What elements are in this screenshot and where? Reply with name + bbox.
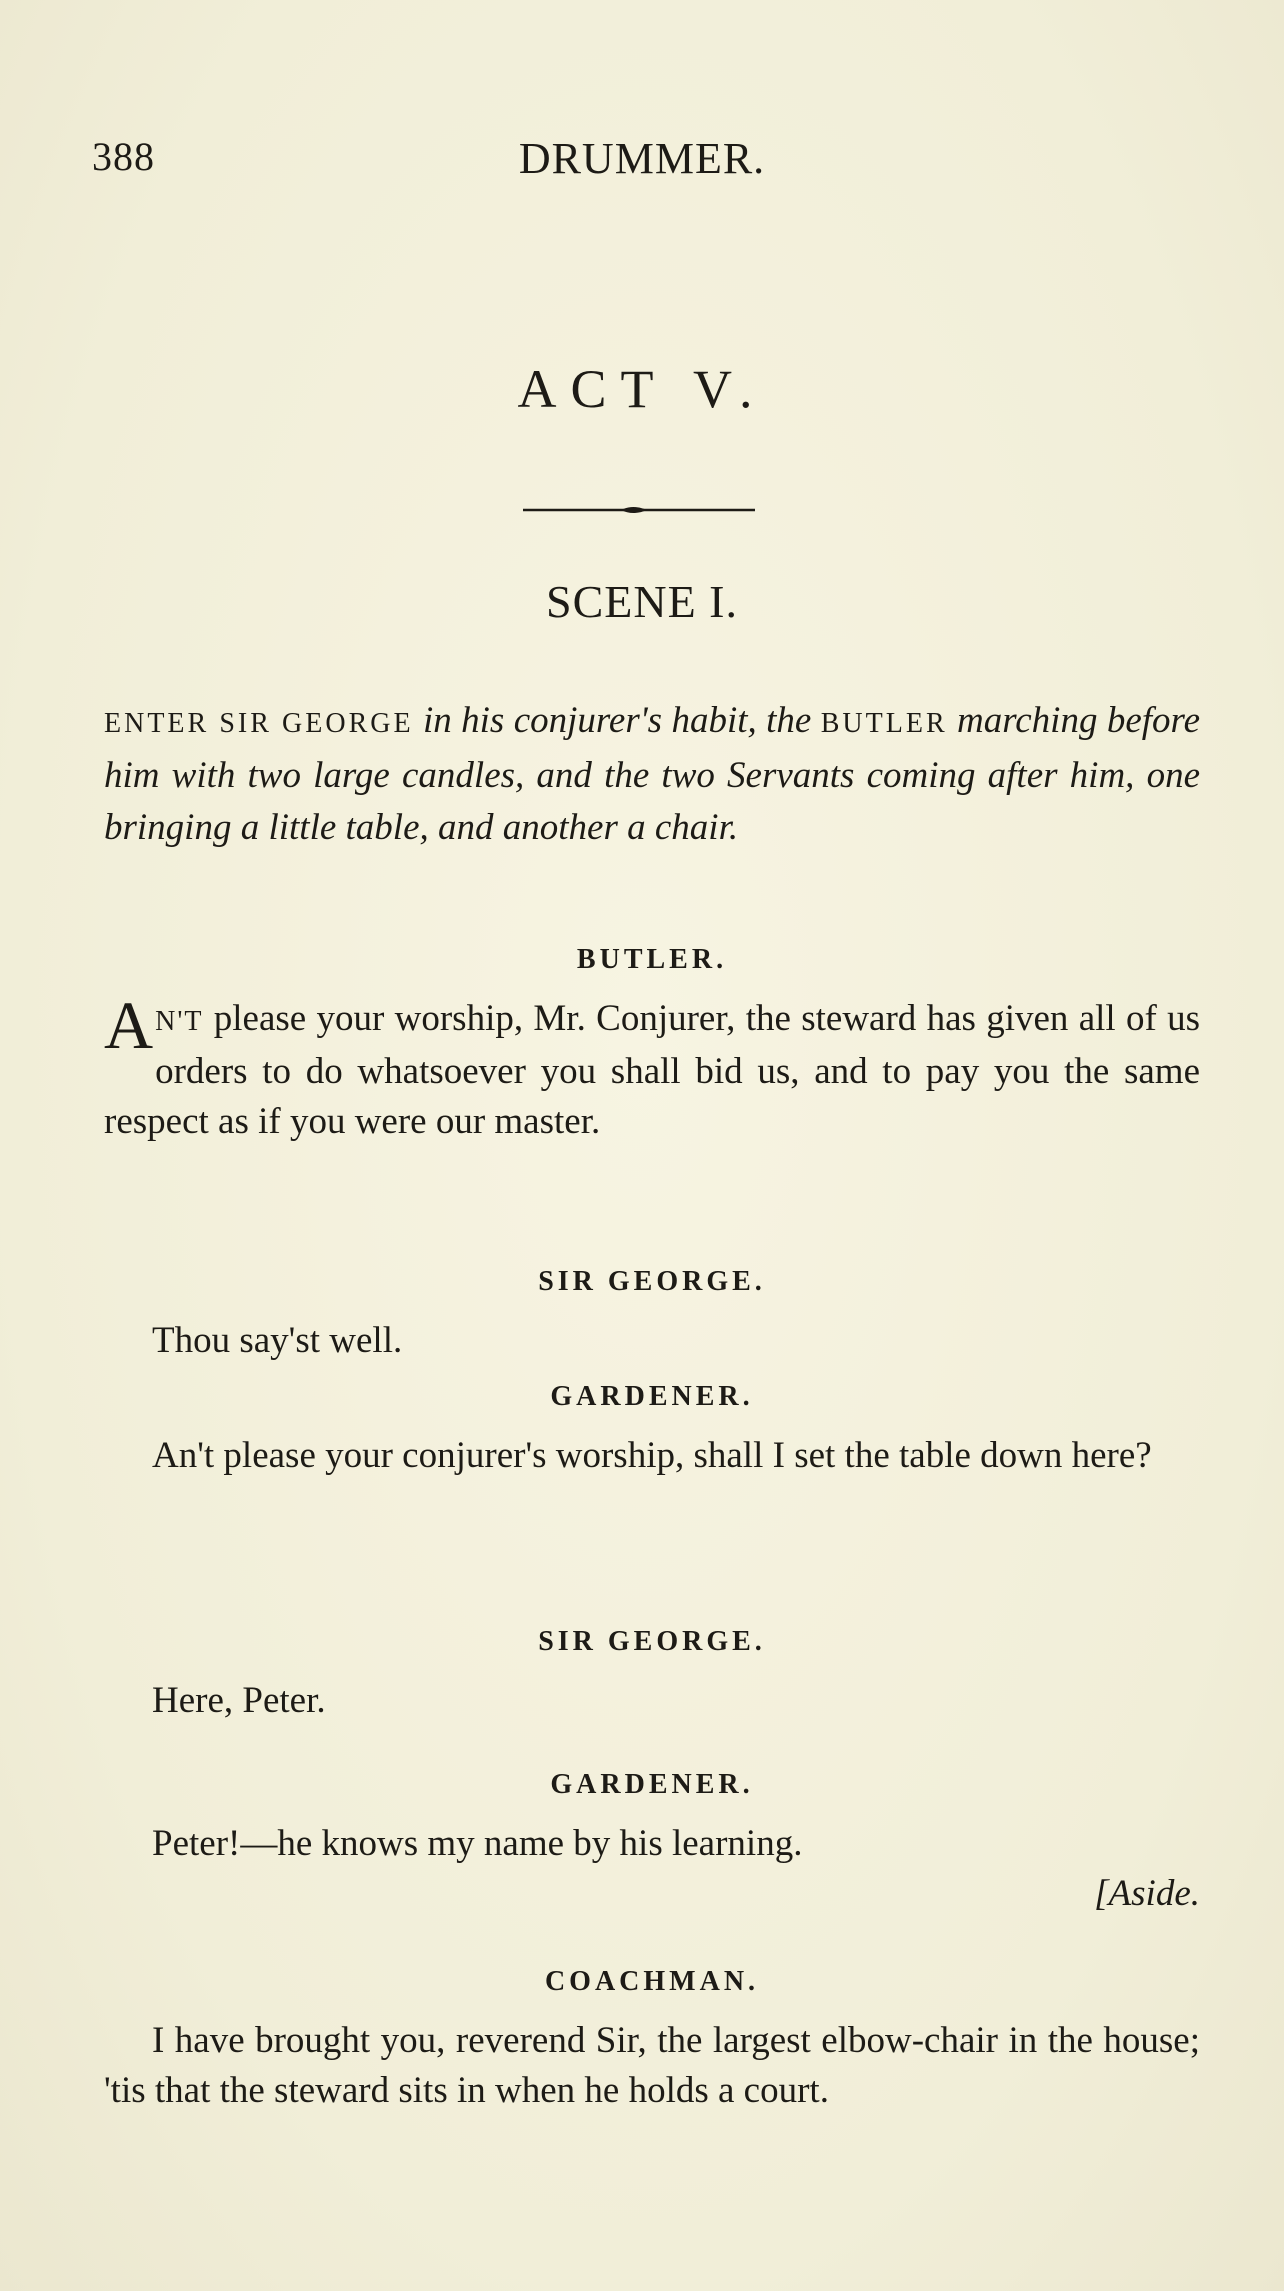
speech-body: please your worship, Mr. Conjurer, the steward has given all of us orders to do whatsoever you shall bid us, and to pay you the same respect as if you were our master. — [104, 998, 1200, 1142]
stage-direction-text-2: marching before him with two large candles, and the two Servants coming after him, one bringing a little table, and another a chair. — [104, 700, 1200, 848]
speech-block-butler — [104, 940, 1200, 1147]
drop-cap-rest: N'T — [155, 1006, 204, 1037]
page-header — [92, 133, 1212, 193]
speech-block-gardener-1 — [104, 1377, 1200, 1481]
stage-direction — [104, 695, 1200, 854]
stage-direction-enter: ENTER SIR GEORGE — [104, 708, 414, 739]
speech-text: Peter!—he knows my name by his learning. — [152, 1823, 803, 1864]
stage-direction-text-1: in his conjurer's habit, the — [413, 700, 821, 741]
speech-block-coachman — [104, 1962, 1200, 2116]
speaker-name: GARDENER. — [550, 1381, 754, 1412]
speaker-name: SIR GEORGE. — [538, 1626, 766, 1657]
speaker-name: COACHMAN. — [544, 1966, 760, 1997]
aside-direction: [Aside. — [1094, 1873, 1200, 1914]
stage-direction-butler: BUTLER — [820, 708, 948, 739]
speech-text — [104, 987, 1200, 1147]
speech-text: I have brought you, reverend Sir, the largest elbow-chair in the house; 'tis that the steward sits in when he holds a court. — [104, 2020, 1200, 2111]
speech-text: Here, Peter. — [152, 1680, 326, 1721]
page-number: 388 — [92, 134, 155, 179]
speech-block-sir-george-2 — [104, 1622, 1200, 1726]
speech-block-gardener-2 — [104, 1765, 1200, 1919]
divider-ornament — [523, 505, 755, 515]
speech-text: An't please your conjurer's worship, shall I set the table down here? — [152, 1435, 1152, 1476]
drop-cap: A — [104, 987, 154, 1063]
running-head: DRUMMER. — [518, 134, 766, 183]
scene-title: SCENE I. — [546, 576, 738, 627]
act-title: ACT V. — [517, 359, 767, 419]
speaker-name: SIR GEORGE. — [538, 1266, 766, 1297]
speaker-name: BUTLER. — [576, 944, 728, 975]
speaker-name: GARDENER. — [550, 1769, 754, 1800]
speech-text: Thou say'st well. — [152, 1320, 403, 1361]
speech-block-sir-george-1 — [104, 1262, 1200, 1366]
